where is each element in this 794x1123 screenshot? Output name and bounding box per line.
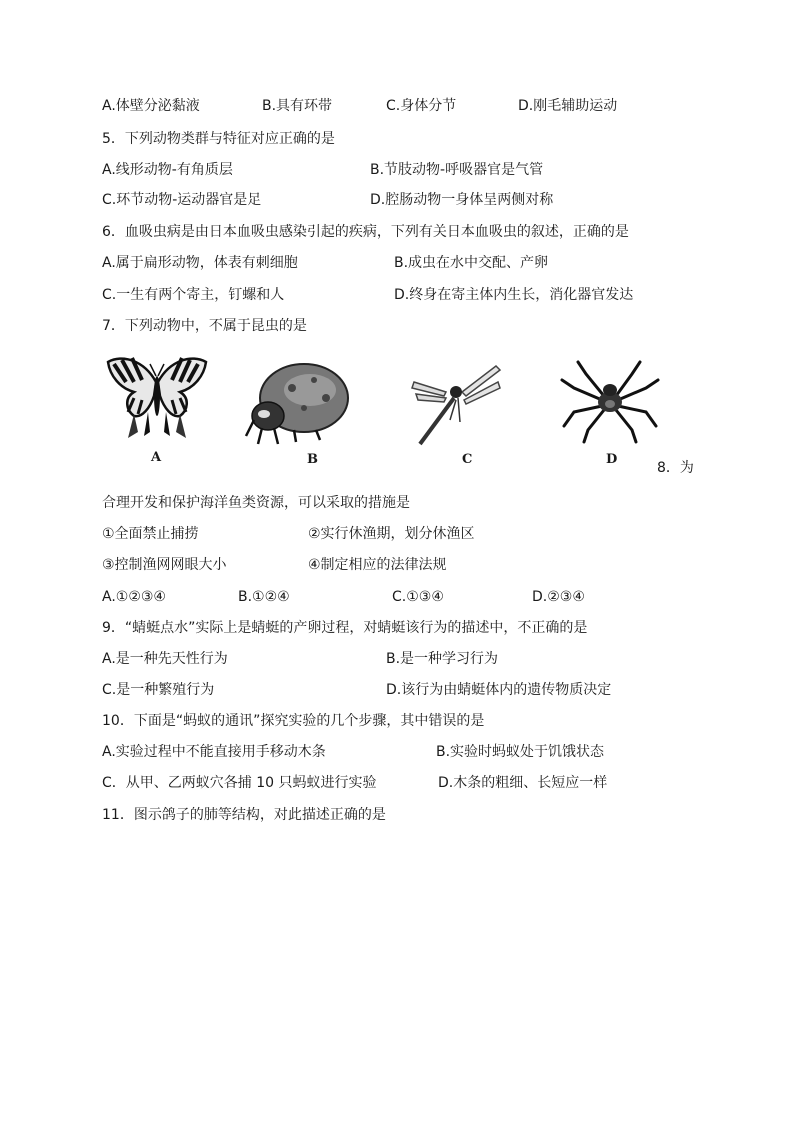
figure-a-label: A	[151, 450, 162, 465]
q8-measure-1: ①全面禁止捕捞	[102, 526, 199, 542]
q4-option-d: D.刚毛辅助运动	[518, 98, 618, 114]
q6-option-d: D.终身在寄主体内生长，消化器官发达	[394, 287, 634, 303]
q10-stem: 10．下面是“蚂蚁的通讯”探究实验的几个步骤，其中错误的是	[102, 713, 485, 729]
q8-measure-4: ④制定相应的法律法规	[308, 557, 447, 573]
q6-option-a: A.属于扁形动物，体表有刺细胞	[102, 255, 298, 271]
q8-stem-start: 8．为	[657, 460, 694, 476]
q6-stem: 6．血吸虫病是由日本血吸虫感染引起的疾病，下列有关日本血吸虫的叙述，正确的是	[102, 224, 629, 240]
figure-d-label: D	[606, 452, 618, 467]
q9-option-c: C.是一种繁殖行为	[102, 682, 215, 698]
q9-option-b: B.是一种学习行为	[386, 651, 499, 667]
q10-option-c: C．从甲、乙两蚁穴各捕 10 只蚂蚁进行实验	[102, 775, 377, 791]
q9-option-d: D.该行为由蜻蜓体内的遗传物质决定	[386, 682, 612, 698]
q10-option-d: D.木条的粗细、长短应一样	[438, 775, 608, 791]
q6-option-b: B.成虫在水中交配、产卵	[394, 255, 549, 271]
q5-option-d: D.腔肠动物一身体呈两侧对称	[370, 192, 554, 208]
q10-option-b: B.实验时蚂蚁处于饥饿状态	[436, 744, 605, 760]
figure-b-label: B	[307, 452, 318, 467]
q8-measure-3: ③控制渔网网眼大小	[102, 557, 227, 573]
q8-measure-2: ②实行休渔期，划分休渔区	[308, 526, 475, 542]
q5-option-a: A.线形动物-有角质层	[102, 162, 233, 178]
q8-stem: 合理开发和保护海洋鱼类资源，可以采取的措施是	[102, 495, 410, 511]
q8-option-c: C.①③④	[392, 589, 444, 605]
q6-option-c: C.一生有两个寄主，钉螺和人	[102, 287, 285, 303]
q5-stem: 5．下列动物类群与特征对应正确的是	[102, 131, 335, 147]
beetle-icon	[244, 358, 350, 448]
q8-option-d: D.②③④	[532, 589, 585, 605]
dragonfly-icon	[410, 360, 506, 448]
q9-option-a: A.是一种先天性行为	[102, 651, 228, 667]
q8-option-a: A.①②③④	[102, 589, 166, 605]
q11-stem: 11．图示鸽子的肺等结构，对此描述正确的是	[102, 807, 386, 823]
q4-option-a: A.体壁分泌黏液	[102, 98, 200, 114]
q9-stem: 9．“蜻蜓点水”实际上是蜻蜓的产卵过程，对蜻蜓该行为的描述中，不正确的是	[102, 620, 588, 636]
q10-option-a: A.实验过程中不能直接用手移动木条	[102, 744, 326, 760]
q5-option-b: B.节肢动物-呼吸器官是气管	[370, 162, 544, 178]
q4-option-b: B.具有环带	[262, 98, 333, 114]
q5-option-c: C.环节动物-运动器官是足	[102, 192, 262, 208]
q7-stem: 7．下列动物中，不属于昆虫的是	[102, 318, 307, 334]
butterfly-icon	[104, 352, 210, 444]
q4-option-c: C.身体分节	[386, 98, 457, 114]
spider-icon	[560, 360, 660, 444]
q8-option-b: B.①②④	[238, 589, 290, 605]
figure-c-label: C	[462, 452, 473, 467]
